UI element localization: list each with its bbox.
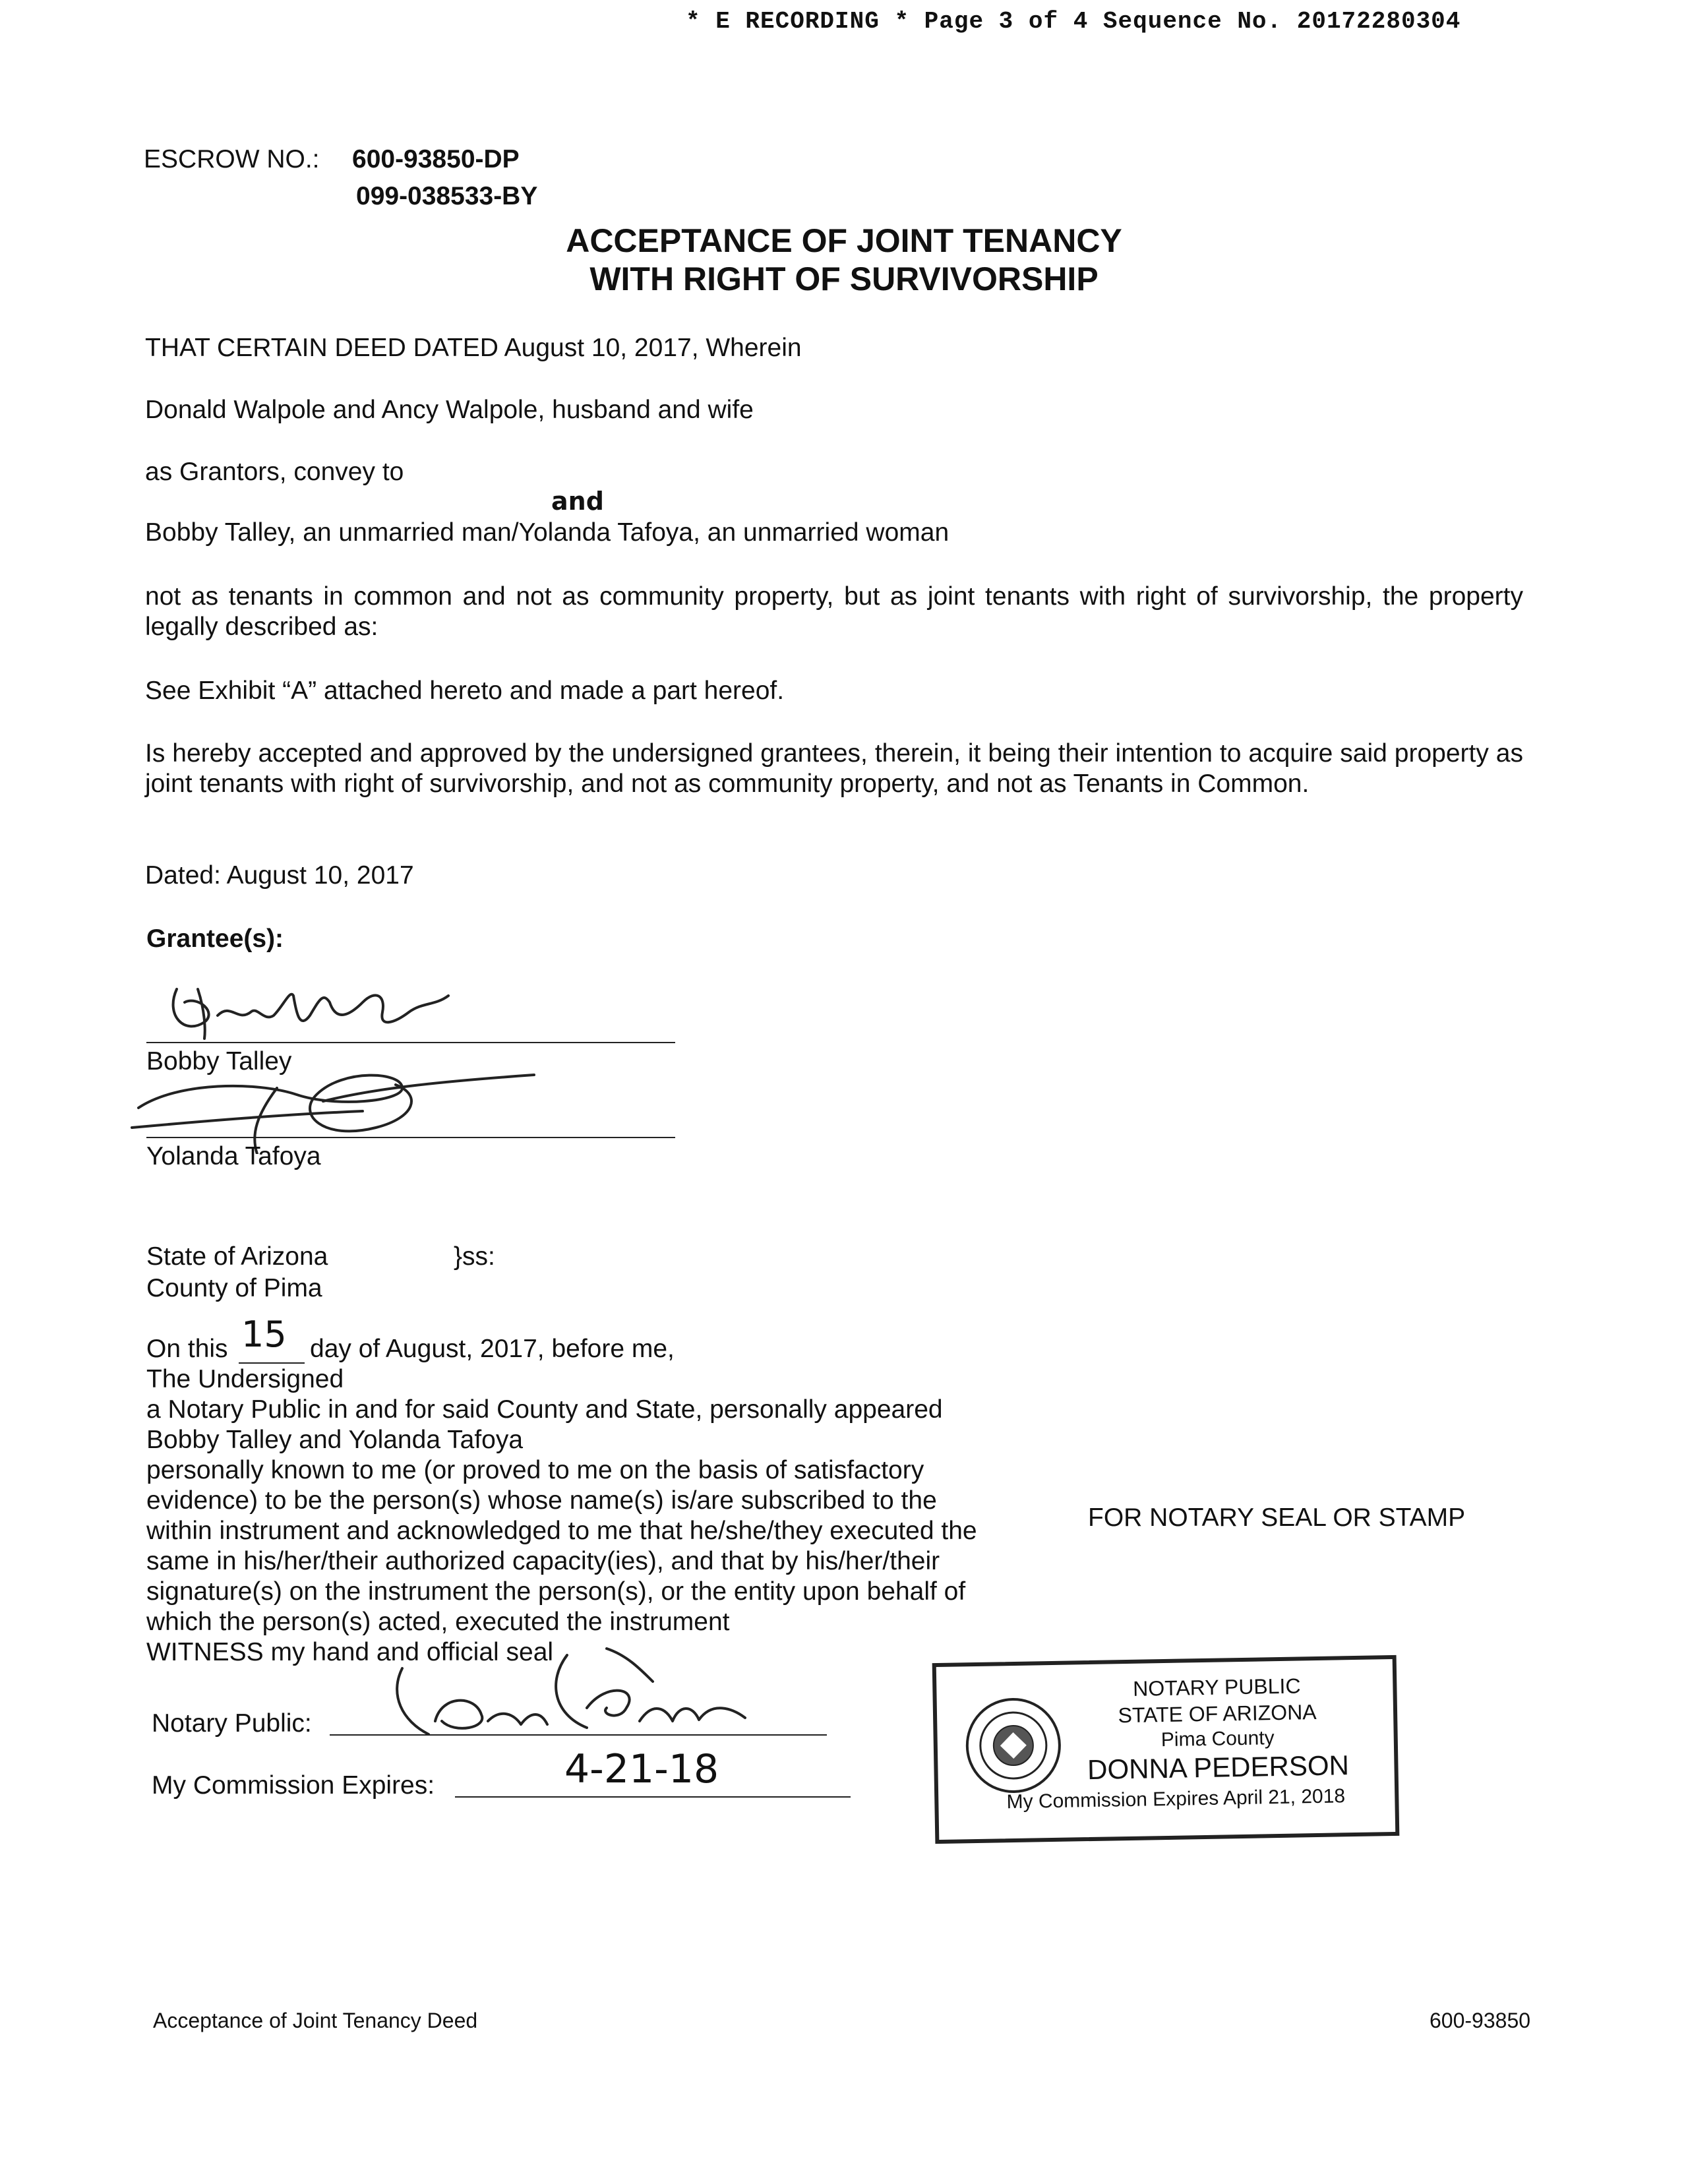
witness-line: WITNESS my hand and official seal xyxy=(146,1638,554,1666)
stamp-line-1: NOTARY PUBLIC xyxy=(1132,1674,1301,1701)
commission-line xyxy=(455,1796,851,1798)
escrow-label: ESCROW NO.: xyxy=(144,145,320,173)
recording-header: * E RECORDING * Page 3 of 4 Sequence No. 20172280304 xyxy=(686,8,1461,35)
notary-public-label: Notary Public: xyxy=(152,1709,312,1738)
grantors-line: Donald Walpole and Ancy Walpole, husband and wife xyxy=(145,396,754,424)
notary-stamp xyxy=(932,1655,1400,1844)
signature-bobby-talley xyxy=(158,976,462,1048)
ack-line-7: signature(s) on the instrument the person(s), or the entity upon behalf of xyxy=(146,1577,966,1606)
signature-line-1 xyxy=(146,1042,675,1043)
grantees-line: Bobby Talley, an unmarried man/Yolanda Tafoya, an unmarried woman xyxy=(145,518,950,547)
venue-county: County of Pima xyxy=(146,1274,322,1302)
venue-ss: }ss: xyxy=(454,1242,495,1271)
acceptance-paragraph: Is hereby accepted and approved by the undersigned grantees, therein, it being their intention to acquire said property as joint tenants with right of survivorship, and not as community property, and not as Tenants in Common. xyxy=(145,739,1523,798)
signature-yolanda-tafoya xyxy=(125,1055,547,1154)
title-line-1: ACCEPTANCE OF JOINT TENANCY xyxy=(566,222,1122,259)
title-line-2: WITH RIGHT OF SURVIVORSHIP xyxy=(589,260,1099,297)
commission-label: My Commission Expires: xyxy=(152,1771,435,1800)
escrow-number-secondary: 099-038533-BY xyxy=(356,182,538,210)
stamp-line-3: Pima County xyxy=(1160,1727,1275,1751)
grantees-heading: Grantee(s): xyxy=(146,925,284,953)
day-handwritten: 15 xyxy=(241,1314,287,1355)
tenancy-clause: not as tenants in common and not as community property, but as joint tenants with right of survivorship, the property legally described as: xyxy=(145,582,1523,641)
notary-seal-emblem xyxy=(963,1695,1064,1796)
stamp-line-2: STATE OF ARIZONA xyxy=(1118,1700,1317,1728)
ack-line-2: Bobby Talley and Yolanda Tafoya xyxy=(146,1426,524,1454)
notary-signature xyxy=(389,1642,758,1741)
day-rest-text: day of August, 2017, before me, xyxy=(310,1335,675,1363)
commission-date-handwritten: 4-21-18 xyxy=(564,1746,719,1792)
deed-line: THAT CERTAIN DEED DATED August 10, 2017, Wherein xyxy=(145,334,802,362)
ack-line-3: personally known to me (or proved to me on the basis of satisfactory xyxy=(146,1456,924,1484)
stamp-commission-line: My Commission Expires April 21, 2018 xyxy=(1006,1785,1346,1813)
ack-line-1: a Notary Public in and for said County and State, personally appeared xyxy=(146,1395,943,1424)
venue-state: State of Arizona xyxy=(146,1242,328,1271)
ack-line-8: which the person(s) acted, executed the instrument xyxy=(146,1608,730,1636)
on-this-label: On this xyxy=(146,1335,228,1363)
document-title xyxy=(0,222,1688,298)
exhibit-line: See Exhibit “A” attached hereto and made a part hereof. xyxy=(145,677,785,705)
ack-line-5: within instrument and acknowledged to me that he/she/they executed the xyxy=(146,1517,977,1545)
inserted-and-text: and xyxy=(551,487,604,516)
footer-document-name: Acceptance of Joint Tenancy Deed xyxy=(153,2009,478,2032)
grantee-1-name: Bobby Talley xyxy=(146,1047,292,1076)
signature-line-2 xyxy=(146,1137,675,1138)
ack-line-6: same in his/her/their authorized capacity(ies), and that by his/her/their xyxy=(146,1547,940,1575)
ack-line-4: evidence) to be the person(s) whose name(s) is/are subscribed to the xyxy=(146,1486,937,1515)
grantee-2-name: Yolanda Tafoya xyxy=(146,1142,321,1170)
dated-line: Dated: August 10, 2017 xyxy=(145,861,414,890)
convey-line: as Grantors, convey to xyxy=(145,458,404,486)
undersigned-line: The Undersigned xyxy=(146,1365,344,1393)
escrow-number-primary: 600-93850-DP xyxy=(352,145,520,173)
seal-placeholder-label: FOR NOTARY SEAL OR STAMP xyxy=(1088,1503,1466,1532)
footer-escrow-number: 600-93850 xyxy=(1430,2009,1531,2032)
stamp-notary-name: DONNA PEDERSON xyxy=(1087,1749,1350,1786)
